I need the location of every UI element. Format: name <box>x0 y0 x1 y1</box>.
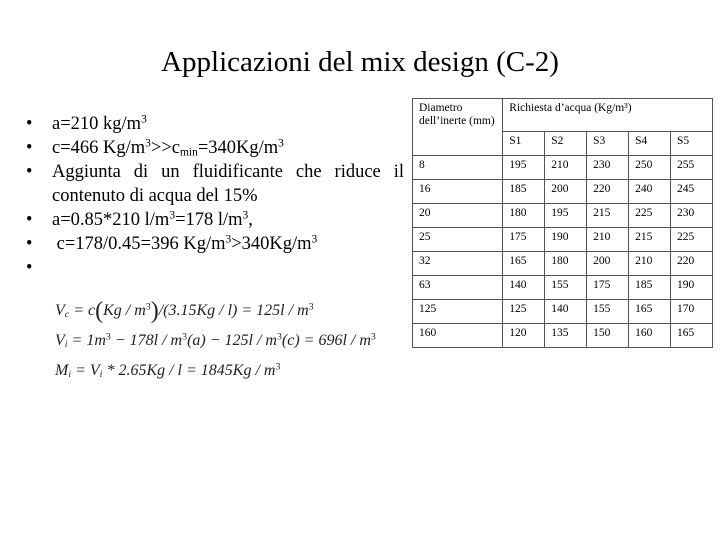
column-header: S2 <box>545 132 587 156</box>
value-cell: 180 <box>503 204 545 228</box>
value-cell: 165 <box>629 300 671 324</box>
table-row <box>413 276 713 300</box>
bullet-text: a=210 kg/m <box>52 114 142 134</box>
value-cell: 255 <box>671 156 713 180</box>
diameter-cell: 20 <box>413 204 503 228</box>
subscript: i <box>99 368 103 380</box>
superscript: 3 <box>278 137 284 150</box>
formula-text: /(3.15Kg / l) = 125l / m <box>158 302 309 319</box>
formula-text: Kg / m <box>103 302 146 319</box>
diameter-cell: 160 <box>413 324 503 348</box>
bullet-text: a=0.85*210 l/m <box>52 210 170 230</box>
diameter-cell: 8 <box>413 156 503 180</box>
formula-text: = V <box>71 362 100 379</box>
superscript: 3 <box>169 209 176 222</box>
value-cell: 195 <box>503 156 545 180</box>
bullet-text: , <box>248 210 253 230</box>
value-cell: 170 <box>671 300 713 324</box>
bullet-text: >>c <box>150 138 180 158</box>
value-cell: 220 <box>587 180 629 204</box>
value-cell: 140 <box>503 276 545 300</box>
column-header: S3 <box>587 132 629 156</box>
value-cell: 250 <box>629 156 671 180</box>
superscript: 3 <box>105 331 111 343</box>
value-cell: 215 <box>629 228 671 252</box>
formula-aggregate-mass <box>55 356 395 386</box>
superscript: 3 <box>370 331 376 343</box>
formula-text: (a) − 125l / m <box>187 332 277 349</box>
value-cell: 245 <box>671 180 713 204</box>
page-title: Applicazioni del mix design (C-2) <box>161 46 559 78</box>
table-header-row <box>413 99 713 132</box>
formula-text: (c) = 696l / m <box>281 332 371 349</box>
value-cell: 190 <box>671 276 713 300</box>
formula-text: V <box>55 332 65 349</box>
value-cell: 120 <box>503 324 545 348</box>
superscript: 3 <box>242 209 249 222</box>
formula-text: − 178l / m <box>110 332 183 349</box>
value-cell: 185 <box>503 180 545 204</box>
bullet-cement-content <box>26 136 404 160</box>
formula-text: = c <box>69 302 96 319</box>
bullet-plasticizer <box>26 160 404 208</box>
subscript: i <box>64 338 68 350</box>
bullet-reduced-water <box>26 208 404 232</box>
diameter-cell: 32 <box>413 252 503 276</box>
value-cell: 225 <box>671 228 713 252</box>
table-row <box>413 252 713 276</box>
value-cell: 190 <box>545 228 587 252</box>
bullet-text: c=466 Kg/m <box>52 138 146 158</box>
bullet-text: >340Kg/m <box>231 234 312 254</box>
value-cell: 230 <box>587 156 629 180</box>
formula-cement-volume <box>55 296 395 326</box>
bullet-text: =340Kg/m <box>197 138 279 158</box>
diameter-cell: 125 <box>413 300 503 324</box>
bullet-text: c=178/0.45=396 Kg/m <box>52 234 226 254</box>
value-cell: 165 <box>503 252 545 276</box>
water-demand-table <box>412 98 713 348</box>
value-cell: 210 <box>587 228 629 252</box>
bullet-text: Aggiunta di un fluidificante che riduce il contenuto di acqua del 15% <box>52 162 404 206</box>
value-cell: 165 <box>671 324 713 348</box>
column-header: S4 <box>629 132 671 156</box>
subscript: min <box>179 146 198 159</box>
value-cell: 200 <box>587 252 629 276</box>
superscript: 3 <box>141 113 147 126</box>
table-row <box>413 300 713 324</box>
table-row <box>413 204 713 228</box>
column-header: S5 <box>671 132 713 156</box>
table-row <box>413 228 713 252</box>
value-cell: 160 <box>629 324 671 348</box>
close-paren: ) <box>150 298 159 324</box>
formula-text: * 2.65Kg / l = 1845Kg / m <box>102 362 276 379</box>
table-row <box>413 324 713 348</box>
subscript: c <box>64 308 70 320</box>
superscript: 3 <box>225 233 232 246</box>
diameter-header: Diametro dell’inerte (mm) <box>413 99 503 156</box>
subscript: i <box>68 368 72 380</box>
superscript: 3 <box>145 301 151 313</box>
formula-aggregate-volume <box>55 326 395 356</box>
value-cell: 195 <box>545 204 587 228</box>
value-cell: 175 <box>503 228 545 252</box>
water-demand-header: Richiesta d’acqua (Kg/m³) <box>503 99 713 132</box>
value-cell: 230 <box>671 204 713 228</box>
value-cell: 180 <box>545 252 587 276</box>
bullet-text: =178 l/m <box>175 210 243 230</box>
value-cell: 175 <box>587 276 629 300</box>
formula-text: = 1m <box>67 332 106 349</box>
bullet-new-cement <box>26 232 404 256</box>
diameter-cell: 16 <box>413 180 503 204</box>
superscript: 3 <box>276 331 282 343</box>
open-paren: ( <box>95 298 104 324</box>
value-cell: 155 <box>545 276 587 300</box>
value-cell: 215 <box>587 204 629 228</box>
value-cell: 240 <box>629 180 671 204</box>
value-cell: 125 <box>503 300 545 324</box>
diameter-cell: 25 <box>413 228 503 252</box>
value-cell: 210 <box>545 156 587 180</box>
value-cell: 220 <box>671 252 713 276</box>
formula-text: M <box>55 362 69 379</box>
bullet-list <box>26 112 404 280</box>
formula-text: V <box>55 302 65 319</box>
value-cell: 150 <box>587 324 629 348</box>
value-cell: 225 <box>629 204 671 228</box>
table-row <box>413 156 713 180</box>
value-cell: 210 <box>629 252 671 276</box>
value-cell: 155 <box>587 300 629 324</box>
superscript: 3 <box>308 301 314 313</box>
value-cell: 185 <box>629 276 671 300</box>
column-header: S1 <box>503 132 545 156</box>
value-cell: 200 <box>545 180 587 204</box>
diameter-cell: 63 <box>413 276 503 300</box>
superscript: 3 <box>275 361 281 373</box>
value-cell: 140 <box>545 300 587 324</box>
value-cell: 135 <box>545 324 587 348</box>
bullet-empty <box>26 256 404 280</box>
superscript: 3 <box>311 233 318 246</box>
superscript: 3 <box>145 137 151 150</box>
bullet-water-content <box>26 112 404 136</box>
table-row <box>413 180 713 204</box>
superscript: 3 <box>182 331 188 343</box>
formula-block <box>55 296 395 386</box>
